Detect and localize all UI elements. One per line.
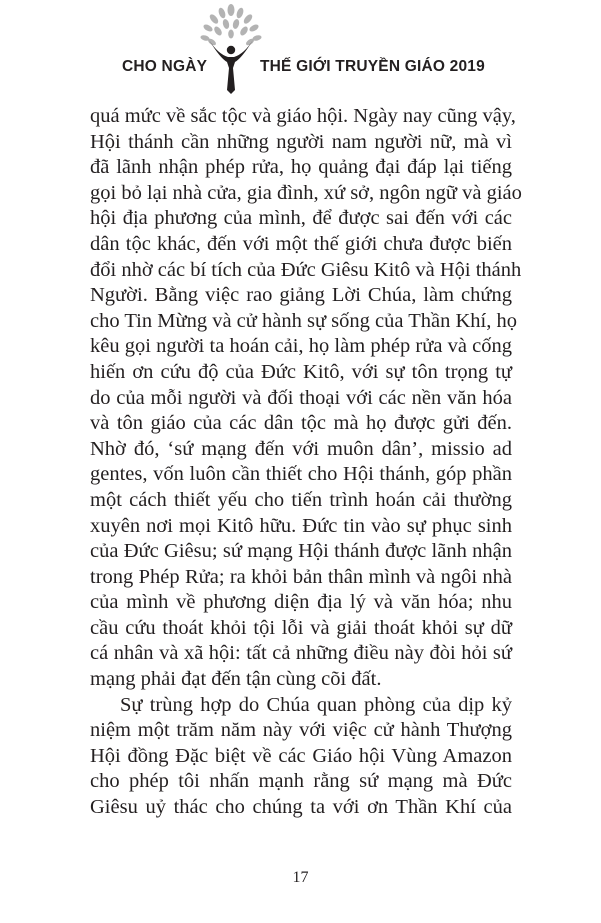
text-line: Người. Bằng việc rao giảng Lời Chúa, làm chứng [90, 284, 512, 307]
text-line: của Đức Giêsu; sứ mạng Hội thánh được lãnh nhận [90, 540, 512, 563]
text-line: Giêsu uỷ thác cho chúng ta với ơn Thần Khí của [90, 796, 512, 819]
text-line: dân tộc khác, đến với một thế giới chưa được biến [90, 232, 512, 255]
text-line: quá mức về sắc tộc và giáo hội. Ngày nay cũng vậy, [90, 105, 516, 127]
text-line: đã lãnh nhận phép rửa, họ quảng đại đáp lại tiếng [90, 156, 512, 179]
text-line: hiến ơn cứu độ của Đức Kitô, với sự tôn trọng tự [90, 360, 512, 383]
text-line: cầu cứu thoát khỏi tội lỗi và giải thoát khỏi sự dữ [90, 616, 512, 639]
text-line: cá nhân và xã hội: tất cả những điều này đòi hỏi sứ [90, 642, 512, 665]
text-line: niệm một trăm năm này với việc cử hành Thượng [90, 719, 512, 742]
header-title-right: THẾ GIỚI TRUYỀN GIÁO 2019 [260, 58, 485, 75]
text-line: kêu gọi người ta hoán cải, họ làm phép rửa và cống [90, 335, 512, 358]
text-line: hội địa phương của mình, để được sai đến với các [90, 207, 512, 230]
body-text [90, 104, 522, 821]
text-line: một cách thiết yếu cho tiến trình hoán cải thường [90, 488, 512, 511]
text-line: trong Phép Rửa; ra khỏi bản thân mình và ngôi nhà [90, 565, 512, 588]
text-line: do của mỗi người và đối thoại với các nền văn hóa [90, 386, 512, 409]
page-number: 17 [292, 869, 309, 886]
text-line: Nhờ đó, ‘sứ mạng đến với muôn dân’, missio ad [90, 437, 512, 460]
header-title-left: CHO NGÀY [122, 58, 208, 75]
text-line: gentes, vốn luôn cần thiết cho Hội thánh, góp phần [90, 463, 512, 486]
text-line: Hội đồng Đặc biệt về các Giáo hội Vùng Amazon [90, 744, 512, 767]
paragraph-1 [90, 104, 522, 693]
text-line: mạng phải đạt đến tận cùng cõi đất. [90, 668, 382, 691]
text-line: cho Tin Mừng và cử hành sự sống của Thần Khí, họ [90, 309, 517, 332]
text-line: xuyên nơi mọi Kitô hữu. Đức tin vào sự phục sinh [90, 514, 512, 537]
text-line: của mình về phương diện địa lý và văn hóa; nhu [90, 591, 512, 614]
paragraph-2 [90, 693, 512, 821]
text-line: và tôn giáo của các dân tộc mà họ được gửi đến. [90, 412, 512, 435]
text-line: đổi nhờ các bí tích của Đức Giêsu Kitô và Hội thánh [90, 258, 522, 281]
text-line: Hội thánh cần những người nam người nữ, mà vì [90, 130, 512, 153]
text-line: gọi bỏ lại nhà cửa, gia đình, xứ sở, ngôn ngữ và giáo [90, 181, 522, 204]
text-line: Sự trùng hợp do Chúa quan phòng của dịp kỷ [120, 693, 512, 716]
tree-figure-icon [200, 2, 262, 94]
text-line: cho phép tôi nhấn mạnh rằng sứ mạng mà Đức [90, 770, 512, 793]
page-header [0, 0, 601, 96]
